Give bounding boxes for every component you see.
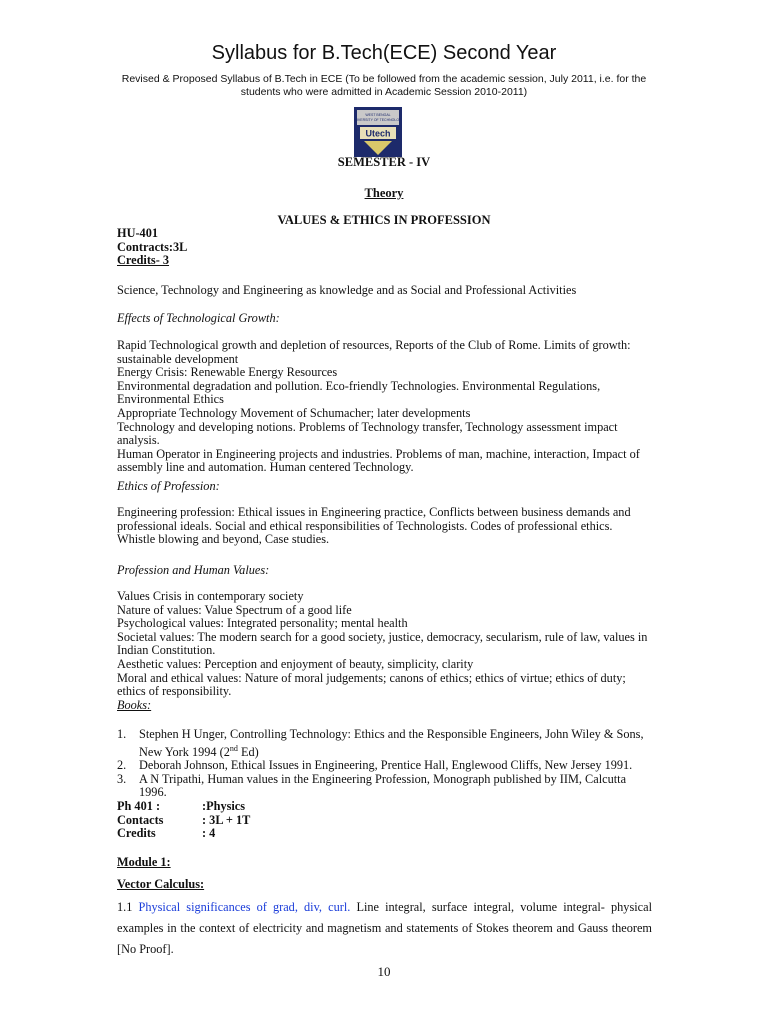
course-code-label: Ph 401 : [117, 799, 161, 813]
page-number: 10 [377, 964, 391, 979]
section-line: Environmental degradation and pollution. Eco-friendly Technologies. Environmental Regulations, Environmental Ethics [117, 378, 601, 407]
section-body [117, 339, 652, 475]
section-line: Engineering profession: Ethical issues in Engineering practice, Conflicts between business demands and professional ideals. Social and ethical responsibilities of Technologists. Codes of professional ethics. Whistle blowing and beyond, Case studies. [117, 505, 631, 547]
highlighted-text: Physical significances of grad, div, curl. [138, 900, 351, 914]
course-contracts: Contracts:3L [117, 239, 188, 254]
section-heading: Effects of Technological Growth: [117, 311, 280, 325]
contacts-value: : 3L + 1T [202, 812, 251, 827]
section-line: Appropriate Technology Movement of Schumacher; later developments [117, 405, 471, 420]
module-heading: Module 1: [117, 855, 171, 869]
document-title: Syllabus for B.Tech(ECE) Second Year [211, 42, 557, 64]
section-line: Technology and developing notions. Problems of Technology transfer, Technology assessment impact analysis. [117, 419, 618, 448]
course-info-block [117, 227, 652, 268]
section-heading: Profession and Human Values: [117, 563, 270, 577]
book-item: 2. Deborah Johnson, Ethical Issues in Engineering, Prentice Hall, Englewood Cliffs, New Jersey 1991. [117, 758, 633, 773]
section-line: Nature of values: Value Spectrum of a good life [117, 602, 352, 617]
books-list [117, 728, 652, 800]
svg-text:Utech: Utech [365, 128, 391, 139]
course-code-value: :Physics [202, 799, 246, 813]
course-intro: Science, Technology and Engineering as knowledge and as Social and Professional Activities [117, 283, 577, 297]
section-line: Moral and ethical values: Nature of moral judgements; canons of ethics; ethics of virtue; ethics of duty; ethics of responsibility. [117, 670, 626, 699]
section-line: Aesthetic values: Perception and enjoyment of beauty, simplicity, clarity [117, 656, 474, 671]
section-line: Human Operator in Engineering projects and industries. Problems of man, machine, interaction, Impact of assembly line and automation. Human centered Technology. [117, 446, 640, 475]
section-body [117, 506, 652, 547]
section-theory-heading: Theory [364, 186, 404, 200]
topic-heading: Vector Calculus: [117, 877, 205, 891]
topic-body: 1.1 Physical significances of grad, div, curl. Line integral, surface integral, volume integral- physical examples in the context of electricity and magnetism and statements of Stokes theorem and Gauss theorem [No Proof]. [117, 900, 652, 956]
document-subtitle: Revised & Proposed Syllabus of B.Tech in ECE (To be followed from the academic session, July 2011, i.e. for the students who were admitted in Academic Session 2010-2011) [121, 73, 647, 98]
section-line: Societal values: The modern search for a good society, justice, democracy, secularism, rule of law, values in Indian Constitution. [117, 629, 648, 658]
section-heading: Ethics of Profession: [117, 479, 220, 493]
credits-value: : 4 [202, 826, 216, 841]
section-line: Psychological values: Integrated personality; mental health [117, 616, 408, 631]
course-title: VALUES & ETHICS IN PROFESSION [277, 213, 491, 227]
book-item: 3. A N Tripathi, Human values in the Engineering Profession, Monograph published by IIM, Calcutta 1996. [117, 771, 627, 800]
svg-text:UNIVERSITY OF TECHNOLOGY: UNIVERSITY OF TECHNOLOGY [354, 118, 402, 122]
svg-text:WEST BENGAL: WEST BENGAL [365, 113, 391, 117]
credits-label: Credits [117, 826, 156, 841]
course-code: HU-401 [117, 226, 158, 240]
semester-heading: SEMESTER - IV [337, 155, 431, 169]
section-line: Rapid Technological growth and depletion of resources, Reports of the Club of Rome. Limits of growth: sustainable development [117, 338, 631, 366]
contacts-label: Contacts [117, 812, 164, 827]
section-line: Energy Crisis: Renewable Energy Resources [117, 365, 338, 380]
section-line: Values Crisis in contemporary society [117, 589, 304, 603]
book-item: 1. Stephen H Unger, Controlling Technology: Ethics and the Responsible Engineers, John Wiley & Sons, New York 1994 (2nd Ed) [117, 727, 644, 759]
books-heading: Books: [117, 697, 152, 712]
physics-course-info [117, 800, 652, 841]
university-logo [354, 107, 402, 157]
course-credits: Credits- 3 [117, 253, 170, 268]
section-body [117, 590, 652, 712]
